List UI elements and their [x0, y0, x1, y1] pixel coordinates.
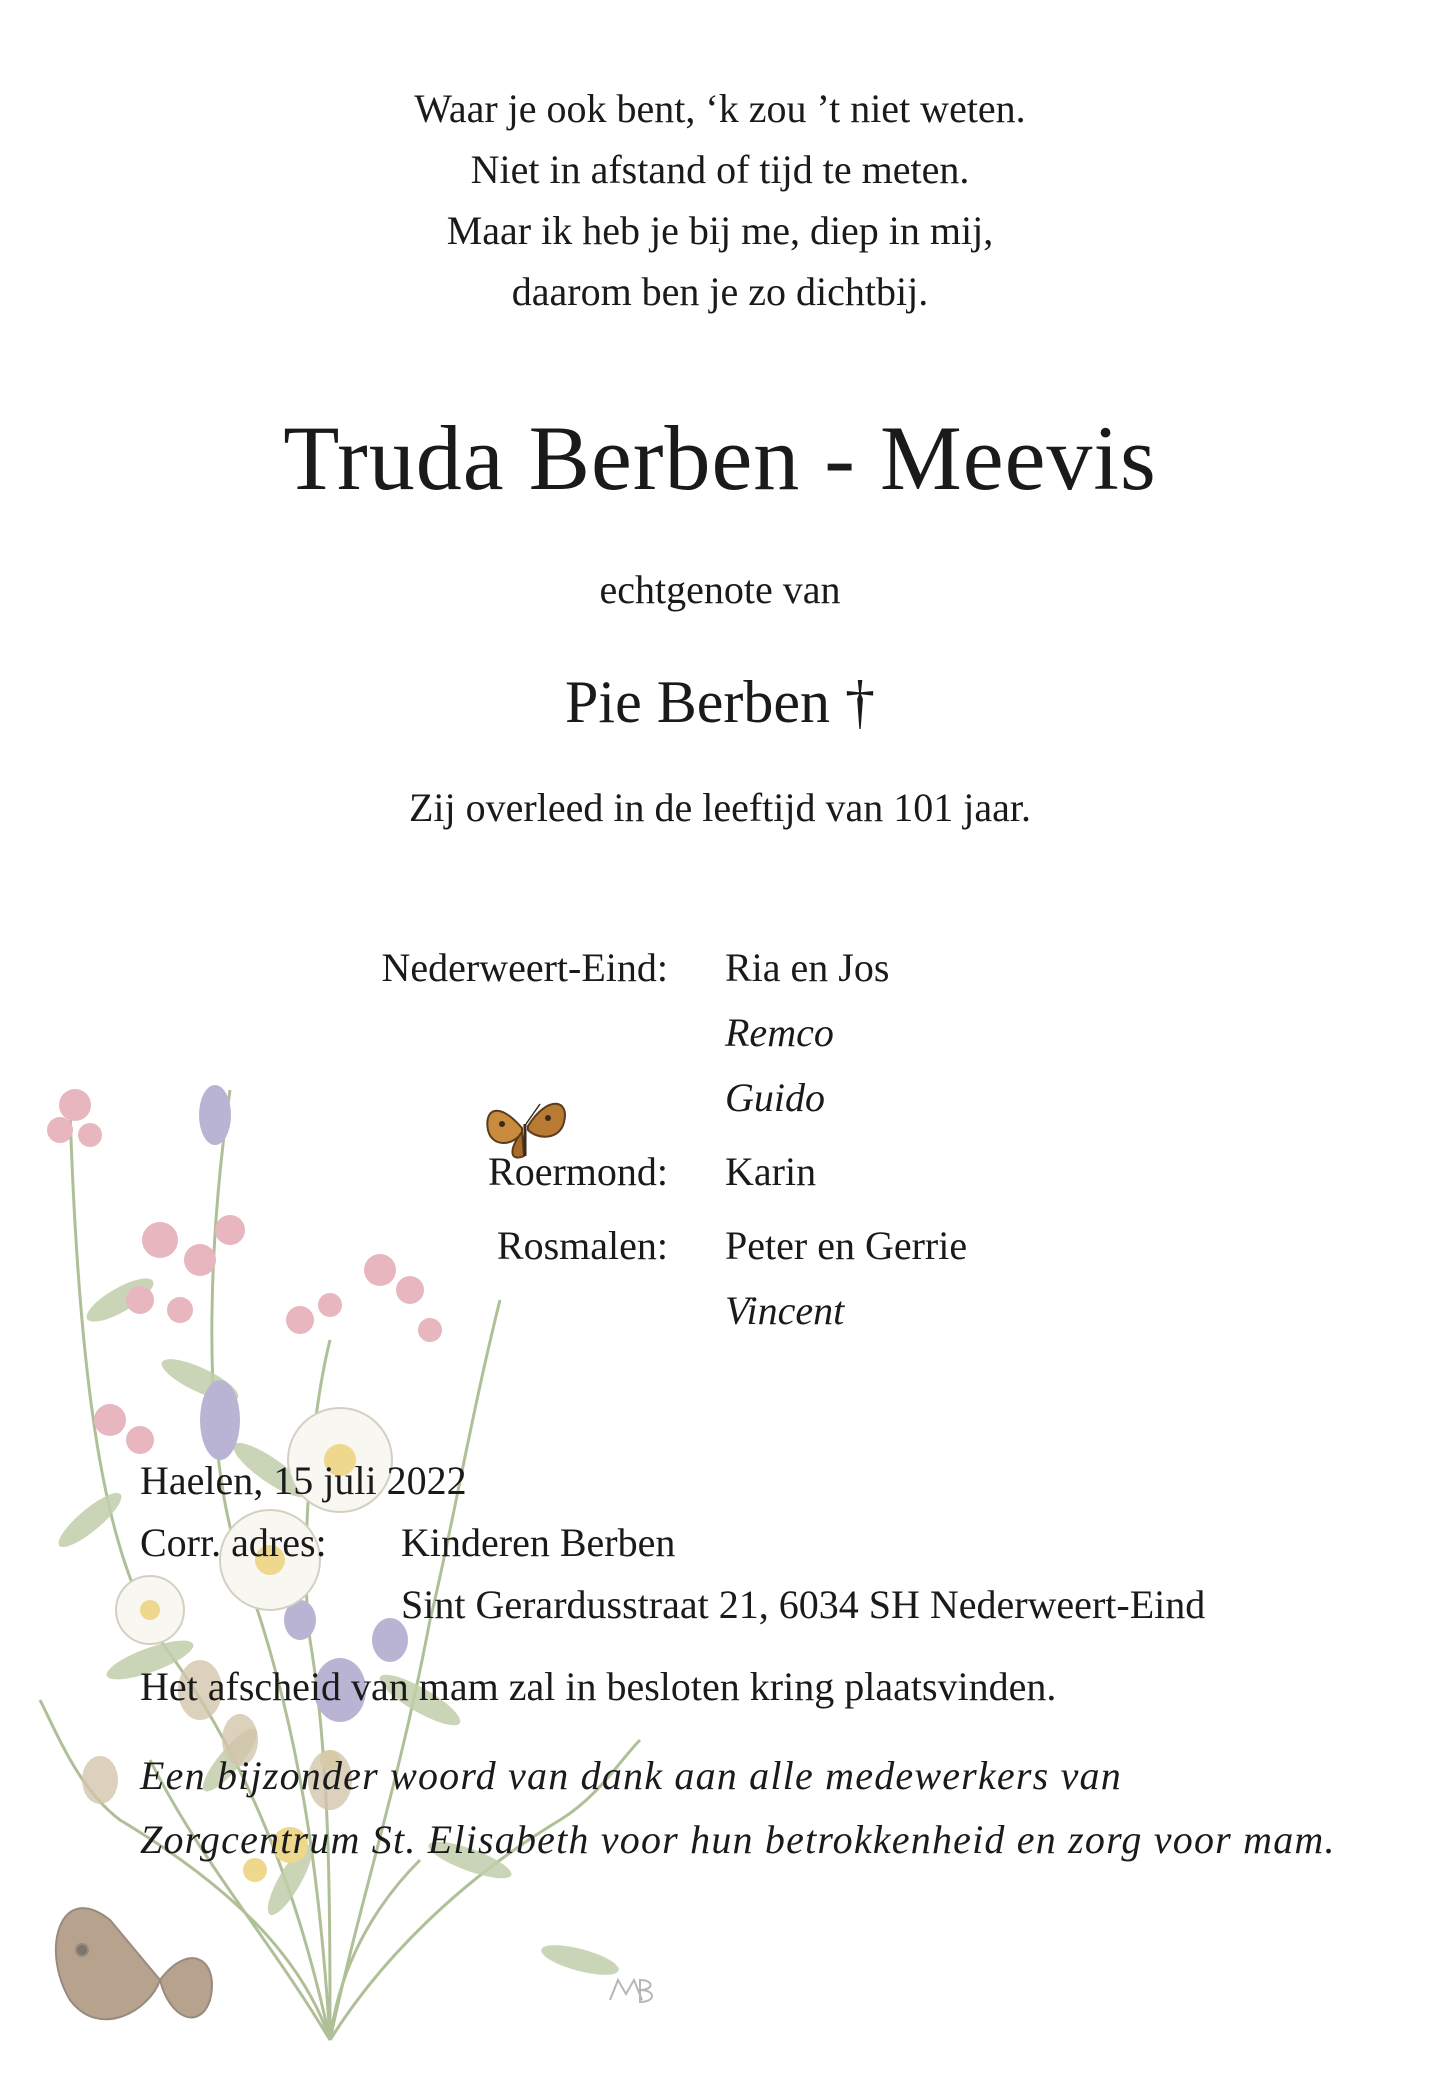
footer — [140, 1450, 1340, 1872]
artist-signature — [610, 1980, 652, 2002]
family-row — [0, 1283, 1440, 1348]
grandchild-name: Remco — [725, 1010, 834, 1055]
thanks-message — [140, 1744, 1340, 1872]
poem-line: Waar je ook bent, ‘k zou ’t niet weten. — [414, 86, 1026, 131]
deceased-name: Truda Berben - Meevis — [283, 407, 1157, 509]
family-row — [0, 1144, 1440, 1218]
poem-line: daarom ben je zo dichtbij. — [511, 269, 929, 314]
relation-text: echtgenote van — [599, 567, 841, 612]
family-names: Peter en Gerrie — [725, 1223, 968, 1268]
correspondence-name: Kinderen Berben — [401, 1520, 676, 1565]
family-names: Karin — [725, 1149, 817, 1194]
place-date-line — [140, 1450, 1340, 1512]
spouse-name: Pie Berben † — [565, 669, 875, 735]
thanks-line: Zorgcentrum St. Elisabeth voor hun betrokkenheid en zorg voor mam. — [140, 1817, 1336, 1862]
age-statement: Zij overleed in de leeftijd van 101 jaar. — [409, 785, 1031, 830]
family-row — [0, 1005, 1440, 1070]
correspondence-label: Corr. adres: — [140, 1520, 327, 1565]
family-list — [0, 940, 1440, 1348]
grandchild-name: Guido — [725, 1075, 825, 1120]
family-row — [0, 1070, 1440, 1144]
family-row — [0, 940, 1440, 1005]
poem-line: Maar ik heb je bij me, diep in mij, — [446, 208, 994, 253]
family-place: Roermond: — [488, 1149, 668, 1194]
family-place: Nederweert-Eind: — [381, 945, 668, 990]
thanks-line: Een bijzonder woord van dank aan alle medewerkers van — [140, 1753, 1122, 1798]
family-names: Ria en Jos — [725, 945, 890, 990]
family-row — [0, 1218, 1440, 1283]
family-place: Rosmalen: — [496, 1223, 668, 1268]
farewell-notice: Het afscheid van mam zal in besloten kring plaatsvinden. — [140, 1664, 1057, 1709]
correspondence-address-line — [140, 1574, 1340, 1636]
correspondence-address: Sint Gerardusstraat 21, 6034 SH Nederweert-Eind — [401, 1582, 1206, 1627]
grandchild-name: Vincent — [725, 1288, 845, 1333]
correspondence-line — [140, 1512, 1340, 1574]
poem — [0, 78, 1440, 322]
place-date: Haelen, 15 juli 2022 — [140, 1458, 467, 1503]
poem-line: Niet in afstand of tijd te meten. — [470, 147, 970, 192]
